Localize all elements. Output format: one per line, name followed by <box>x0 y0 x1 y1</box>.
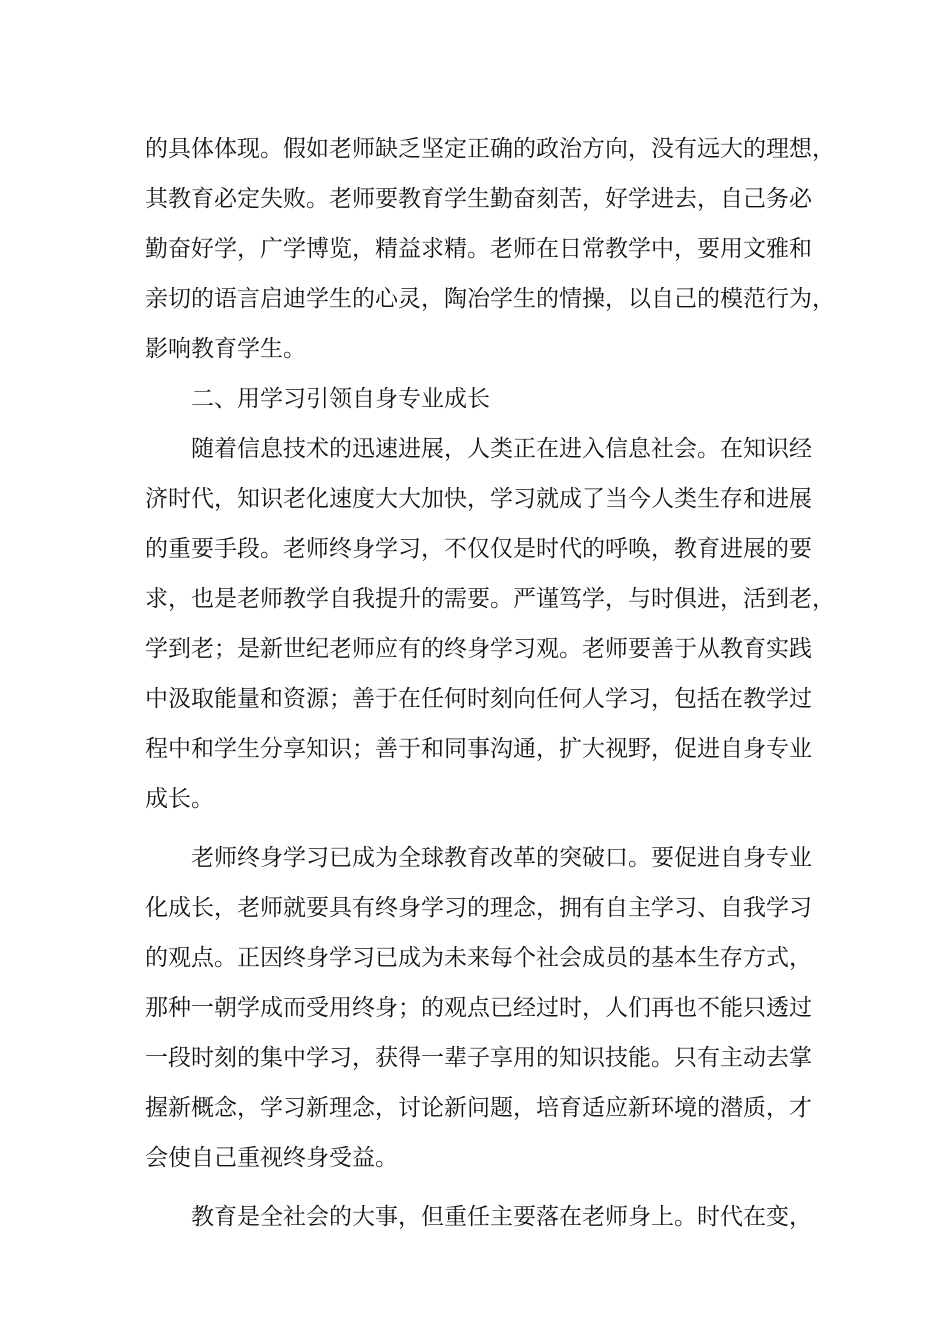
paragraph-line: 成长。 <box>145 786 214 812</box>
paragraph-line: 一段时刻的集中学习，获得一辈子享用的知识技能。只有主动去掌 <box>145 1045 812 1071</box>
paragraph-line: 亲切的语言启迪学生的心灵，陶冶学生的情操，以自己的模范行为， <box>145 286 835 312</box>
paragraph-line: 握新概念，学习新理念，讨论新问题，培育适应新环境的潜质，才 <box>145 1095 812 1121</box>
paragraph-line: 教育是全社会的大事，但重任主要落在老师身上。时代在变， <box>191 1204 812 1230</box>
paragraph-line: 学到老；是新世纪老师应有的终身学习观。老师要善于从教育实践 <box>145 636 812 662</box>
paragraph-gap <box>145 1183 825 1192</box>
paragraph-line: 老师终身学习已成为全球教育改革的突破口。要促进自身专业 <box>191 845 812 871</box>
paragraph-line: 那种一朝学成而受用终身；的观点已经过时，人们再也不能只透过 <box>145 995 812 1021</box>
document-body <box>145 124 835 1242</box>
paragraph-line: 的观点。正因终身学习已成为未来每个社会成员的基本生存方式， <box>145 945 812 971</box>
paragraph-line: 影响教育学生。 <box>145 336 306 362</box>
section-heading: 二、用学习引领自身专业成长 <box>191 386 490 412</box>
paragraph-line: 随着信息技术的迅速进展，人类正在进入信息社会。在知识经 <box>191 436 812 462</box>
paragraph-line: 中汲取能量和资源；善于在任何时刻向任何人学习，包括在教学过 <box>145 686 812 712</box>
paragraph-line: 济时代，知识老化速度大大加快，学习就成了当今人类生存和进展 <box>145 486 812 512</box>
paragraph-line: 化成长，老师就要具有终身学习的理念，拥有自主学习、自我学习 <box>145 895 812 921</box>
paragraph-line: 会使自己重视终身受益。 <box>145 1145 398 1171</box>
paragraph-line: 的重要手段。老师终身学习，不仅仅是时代的呼唤，教育进展的要 <box>145 536 812 562</box>
paragraph-line: 的具体体现。假如老师缺乏坚定正确的政治方向，没有远大的理想， <box>145 136 835 162</box>
paragraph-line: 其教育必定失败。老师要教育学生勤奋刻苦，好学进去，自己务必 <box>145 186 812 212</box>
paragraph-gap <box>145 824 825 833</box>
paragraph-line: 程中和学生分享知识；善于和同事沟通，扩大视野，促进自身专业 <box>145 736 812 762</box>
paragraph-line: 求，也是老师教学自我提升的需要。严谨笃学，与时俱进，活到老， <box>145 586 835 612</box>
paragraph-line: 勤奋好学，广学博览，精益求精。老师在日常教学中，要用文雅和 <box>145 236 812 262</box>
